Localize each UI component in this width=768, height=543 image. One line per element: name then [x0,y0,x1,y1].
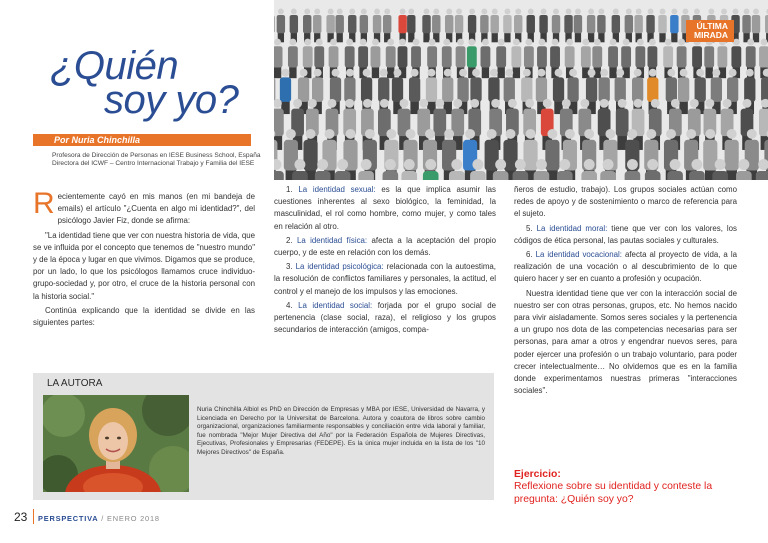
item-number: 4. [286,300,293,310]
crowd-person [597,9,605,43]
crowd-person [752,9,760,43]
crowd-person [503,9,511,43]
article-column-1 [33,187,255,329]
portrait-svg [43,395,189,492]
crowd-person [455,9,463,43]
crowd-person [564,9,572,43]
crowd-person [574,9,582,43]
crowd-person [742,9,750,43]
exercise-text: Reflexione sobre su identidad y conteste la pregunta: ¿Quién soy yo? [514,481,713,505]
author-credentials [52,152,267,168]
item-label: La identidad vocacional: [535,250,622,260]
item-number: 6. [526,250,533,260]
crowd-person [336,9,344,43]
crowd-person [383,9,391,43]
crowd-person [625,9,633,43]
exercise-box [514,469,742,506]
item-number: 1. [286,185,293,194]
crowd-person [587,9,595,43]
author-portrait-photo [43,395,189,492]
item-text: afecta al proyecto de vida, a la realización de una vocación o al descubrimiento de lo que quiero hacer y ser en cuanto a profesión y ocupación. [514,250,737,284]
author-box [33,373,494,500]
item-text: forjada por el grupo social de pertenencia (clase social, raza), el religioso y los grupos secundarios de interacción (amigos, compa- [274,300,496,335]
continues-paragraph: Continúa explicando que la identidad se divide en las siguientes partes: [33,305,255,328]
crowd-person [432,9,440,43]
crowd-person [634,9,642,43]
crowd-person [514,9,522,43]
crowd-person [527,9,535,43]
section-tag-line-2: MIRADA [694,30,728,40]
article-column-2 [274,184,496,336]
crowd-person [326,9,334,43]
author-credential-1: Profesora de Dirección de Personas en IESE Business School, España [52,152,261,159]
item-text: tiene que ver con los valores, los códigos de ética personal, las pautas sociales y culturales. [514,223,737,245]
article-column-3 [514,184,737,397]
identity-item-4 [274,300,496,337]
identity-item-3 [274,261,496,298]
item-label: La identidad moral: [536,223,608,233]
item-text: relacionada con la autoestima, la resolución de conflictos familiares y personales, la actitud, el control y el manejo de los impulsos y las emociones. [274,262,496,296]
author-bio: Nuria Chinchilla Albiol es PhD en Dirección de Empresas y MBA por IESE, Universidad de Navarra, y Licenciada en Derecho por la Universitat de Barcelona. Autora y coautora de libros sobre cambio organizacional, organizaciones familiarmente responsables y conciliación entre vida laboral y familiar, fue nombrada "Mejor Mujer Directiva del Año" por la Federación Española de Mujeres Directivas, Ejecutivas, Profesionales y Empresarias (FEDEPE). Es la única mujer incluida en la lista de los "10 Mejores Directivos" de España. [197,406,485,456]
identity-item-2 [274,235,496,259]
crowd-person [274,39,282,79]
footer-magazine [38,514,160,523]
intro-text: ecientemente cayó en mis manos (en mi bandeja de emails) el artículo "¿Cuenta en algo mi identidad?", del psicólogo Javier Fiz, donde se afirma: [57,192,255,226]
crowd-person [277,9,285,43]
item-text: es la que implica asumir las cuestiones inherentes al sexo biológico, la feminidad, la masculinidad, el rol como hombre, como mujer, y como tales en relación al otro. [274,185,496,231]
crowd-person [288,39,298,79]
identity-item-1 [274,184,496,233]
drop-cap: R [33,187,55,220]
crowd-person [612,9,620,43]
crowd-person [371,39,381,79]
crowd-person [552,9,560,43]
author-box-label: LA AUTORA [47,378,103,389]
item-text: afecta a la aceptación del propio cuerpo, y de este en relación con los demás. [274,235,496,258]
crowd-person [539,9,547,43]
crowd-person [468,9,476,43]
crowd-person [670,9,678,43]
crowd-person [290,9,298,43]
identity-item-4-continued: ñeros de estudio, trabajo). Los grupos sociales actúan como redes de apoyo y de sostenimiento o marco de referencia para el sujeto. [514,185,737,219]
crowd-person [480,9,488,43]
page-number: 23 [14,510,28,524]
identity-item-5 [514,223,737,247]
crowd-person [398,9,406,43]
section-tag [686,20,734,42]
crowd-person [313,9,321,43]
issue-date: / ENERO 2018 [98,514,160,523]
item-label: La identidad psicológica: [295,262,384,272]
crowd-person [445,9,453,43]
conclusion-paragraph: Nuestra identidad tiene que ver con la interacción social de nuestro ser con otras personas, grupos, etc. No hemos nacido para vivir aisladamente. Somos seres sociales y la pertenencia a un grupo nos dota de las competencias necesarias para ser personas, para amar a otros y engendrar nuevos seres, para poder ejercer una profesión o un trabajo voluntario, para poder crecer intelectualmente… No olvidemos que es en la familia donde experimentamos nuestras primeras "interacciones sociales". [514,288,737,396]
item-number: 5. [526,223,533,233]
exercise-title: Ejercicio: [514,469,561,480]
crowd-person [303,9,311,43]
magazine-name: PERSPECTIVA [38,514,99,523]
crowd-person [658,9,666,43]
item-number: 3. [286,262,293,272]
page-title-line-2: soy yo? [104,78,239,122]
crowd-person [407,9,415,43]
crowd-person [348,9,356,43]
item-label: La identidad física: [296,235,368,245]
crowd-person [274,159,284,180]
crowd-person [360,9,368,43]
identity-item-6 [514,249,737,286]
page-title-line-1: ¿Quién [50,44,179,88]
byline: Por Nuria Chinchilla [54,135,141,145]
section-tag-line-1: ÚLTIMA [696,21,728,31]
crowd-person [481,39,491,79]
item-label: La identidad sexual: [298,185,376,194]
footer-divider [33,509,34,524]
crowd-person [373,9,381,43]
author-credential-2: Directora del ICWF – Centro Internacional Trabajo y Familia del IESE [52,159,255,167]
crowd-person [422,9,430,43]
crowd-person [646,9,654,43]
intro-paragraph [33,187,255,228]
quote-paragraph: "La identidad tiene que ver con nuestra historia de vida, que se ve influida por el concepto que tenemos de "nuestro mundo" y de la época y lugar en que vivimos. Digamos que se produce, por un lado, lo que los psicólogos llamamos cruce individuo-grupo-sociedad y, por otro, el cruce de la historia personal con la historia social." [33,230,255,301]
crowd-person [491,9,499,43]
item-number: 2. [286,235,293,245]
item-label: La identidad social: [298,300,373,310]
